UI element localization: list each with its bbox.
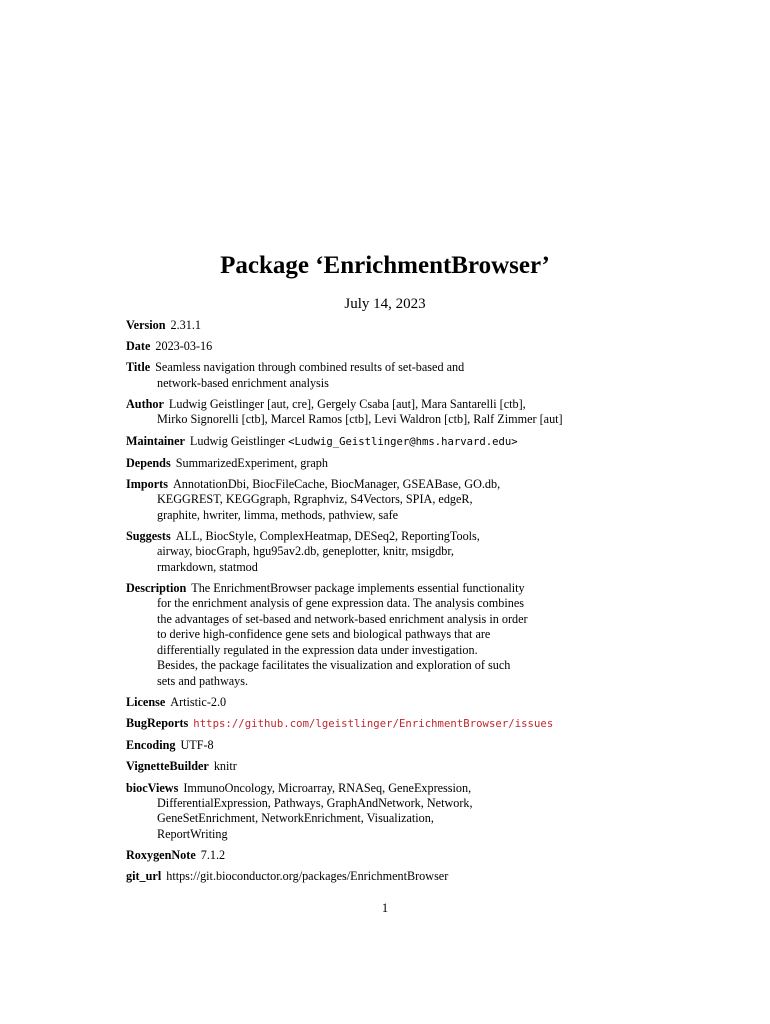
field-value-line: network-based enrichment analysis	[157, 375, 329, 390]
field-label: Imports	[126, 477, 168, 492]
field-value-line: AnnotationDbi, BiocFileCache, BiocManager, GSEABase, GO.db,	[172, 477, 501, 492]
field-label: Description	[126, 581, 187, 596]
field-roxygennote	[126, 848, 596, 863]
field-description	[126, 581, 596, 689]
bugreports-link[interactable]: https://github.com/lgeistlinger/EnrichmentBrowser/issues	[193, 717, 554, 730]
field-biocviews	[126, 781, 596, 843]
field-value-line: Ludwig Geistlinger [aut, cre], Gergely Csaba [aut], Mara Santarelli [ctb],	[168, 397, 526, 412]
field-label: Title	[126, 360, 151, 375]
field-value: knitr	[213, 759, 237, 774]
field-value: 7.1.2	[200, 847, 226, 862]
field-value-line: differentially regulated in the expression data under investigation.	[157, 642, 478, 657]
field-label: Encoding	[126, 738, 176, 753]
field-value-line: for the enrichment analysis of gene expression data. The analysis combines	[157, 596, 524, 611]
field-version	[126, 318, 596, 333]
field-title	[126, 360, 596, 391]
field-label: biocViews	[126, 780, 179, 795]
field-value-line: KEGGREST, KEGGgraph, Rgraphviz, S4Vectors, SPIA, edgeR,	[157, 492, 473, 507]
maintainer-name: Ludwig Geistlinger	[189, 433, 286, 448]
field-value-line: Seamless navigation through combined results of set-based and	[155, 360, 465, 375]
field-value-line: airway, biocGraph, hgu95av2.db, geneplotter, knitr, msigdbr,	[157, 544, 454, 559]
field-value-line: The EnrichmentBrowser package implements essential functionality	[191, 581, 525, 596]
field-imports	[126, 477, 596, 523]
field-date	[126, 339, 596, 354]
publication-date: July 14, 2023	[344, 296, 426, 312]
field-label: License	[126, 694, 166, 709]
field-label: VignetteBuilder	[126, 759, 209, 774]
field-vignettebuilder	[126, 759, 596, 774]
field-label: Version	[126, 318, 166, 332]
field-label: Date	[126, 339, 151, 354]
field-label: Maintainer	[126, 433, 185, 448]
field-label: RoxygenNote	[126, 847, 196, 862]
field-value-line: GeneSetEnrichment, NetworkEnrichment, Visualization,	[157, 811, 434, 826]
field-value-line: ImmunoOncology, Microarray, RNASeq, GeneExpression,	[183, 780, 472, 795]
field-value-line: Mirko Signorelli [ctb], Marcel Ramos [ctb], Levi Waldron [ctb], Ralf Zimmer [aut]	[157, 412, 563, 427]
field-label: Author	[126, 397, 164, 412]
maintainer-email: <Ludwig_Geistlinger@hms.harvard.edu>	[288, 435, 518, 448]
field-value: Artistic-2.0	[170, 694, 227, 709]
field-value-line: ALL, BiocStyle, ComplexHeatmap, DESeq2, ReportingTools,	[175, 529, 480, 544]
field-value-line: rmarkdown, statmod	[157, 559, 258, 574]
field-value-line: ReportWriting	[157, 826, 228, 841]
field-git-url	[126, 869, 596, 884]
field-label: git_url	[126, 869, 162, 884]
field-maintainer	[126, 434, 596, 450]
git-url-link[interactable]: https://git.bioconductor.org/packages/EnrichmentBrowser	[166, 869, 449, 884]
field-value-line: DifferentialExpression, Pathways, GraphAndNetwork, Network,	[157, 795, 473, 810]
package-title: Package ‘EnrichmentBrowser’	[220, 252, 550, 279]
field-label: Suggests	[126, 529, 171, 544]
field-license	[126, 695, 596, 710]
field-label: Depends	[126, 455, 171, 470]
field-value: UTF-8	[180, 738, 214, 753]
field-depends	[126, 456, 596, 471]
package-fields	[126, 318, 596, 890]
field-label: BugReports	[126, 715, 189, 730]
field-value-line: sets and pathways.	[157, 673, 249, 688]
field-value: 2023-03-16	[155, 339, 213, 354]
field-suggests	[126, 529, 596, 575]
field-bugreports	[126, 716, 596, 732]
field-encoding	[126, 738, 596, 753]
page-number: 1	[381, 901, 389, 915]
field-value-line: Besides, the package facilitates the visualization and exploration of such	[157, 658, 511, 673]
field-value-line: graphite, hwriter, limma, methods, pathview, safe	[157, 507, 399, 522]
field-value-line: the advantages of set-based and network-based enrichment analysis in order	[157, 611, 528, 626]
field-author	[126, 397, 596, 428]
field-value: SummarizedExperiment, graph	[175, 455, 328, 470]
field-value: 2.31.1	[170, 318, 201, 332]
field-value-line: to derive high-confidence gene sets and biological pathways that are	[157, 627, 491, 642]
